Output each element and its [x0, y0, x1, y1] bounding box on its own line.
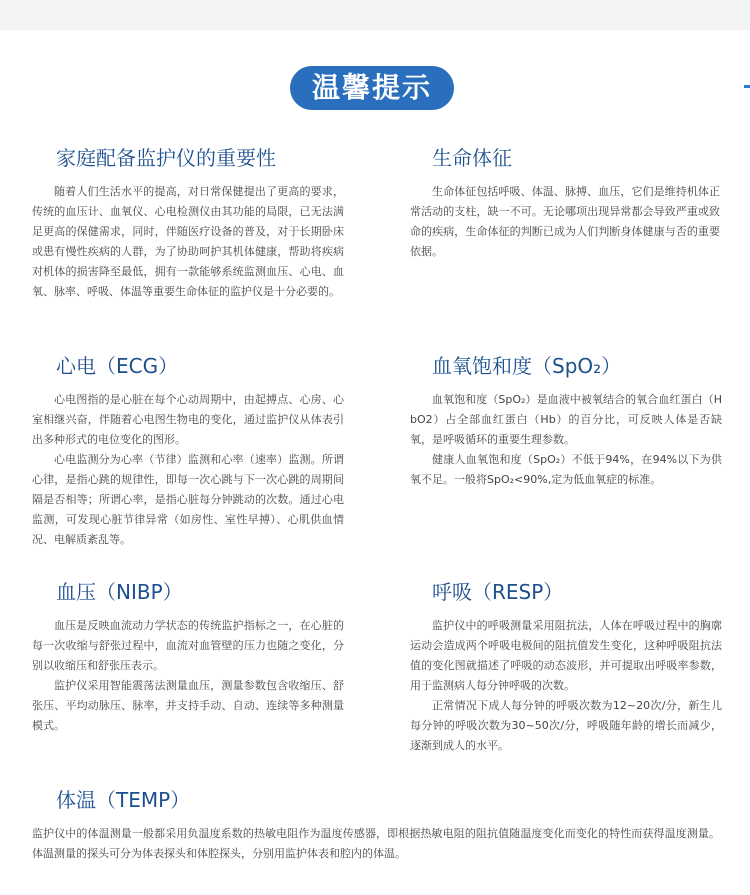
section-title: 呼吸（RESP）: [432, 580, 564, 604]
section-paragraph: 随着人们生活水平的提高，对日常保健提出了更高的要求，传统的血压计、血氧仪、心电检测仪由其功能的局限，已无法满足更高的保健需求，同时，伴随医疗设备的普及，对于长期卧床或患有慢性疾病的人群，为了协助呵护其机体健康，帮助将疾病对机体的损害降至最低，拥有一款能够系统监测血压、心电、血氧、脉率、呼吸、体温等重要生命体征的监护仪是十分必要的。: [32, 185, 344, 298]
section-title: 家庭配备监护仪的重要性: [56, 146, 276, 170]
section-vital-signs: [410, 146, 720, 262]
section-paragraph: 健康人血氧饱和度（SpO₂）不低于94%，在94%以下为供氧不足。一般将SpO₂<90%,定为低血氧症的标准。: [410, 453, 722, 486]
section-title: 心电（ECG）: [56, 354, 179, 378]
section-paragraph: 生命体征包括呼吸、体温、脉搏、血压，它们是维持机体正常活动的支柱，缺一不可。无论哪项出现异常都会导致严重或致命的疾病，生命体征的判断已成为人们判断身体健康与否的重要依据。: [410, 185, 720, 258]
section-resp: [410, 580, 722, 756]
section-paragraph: 心电图指的是心脏在每个心动周期中，由起搏点、心房、心室相继兴奋，伴随着心电图生物电的变化，通过监护仪从体表引出多种形式的电位变化的图形。: [32, 393, 344, 446]
section-paragraph: 血氧饱和度（SpO₂）是血液中被氧结合的氧合血红蛋白（HbO2）占全部血红蛋白（Hb）的百分比，可反映人体是否缺氧，是呼吸循环的重要生理参数。: [410, 393, 722, 446]
section-title: 体温（TEMP）: [56, 788, 191, 812]
section-ecg: [32, 354, 344, 550]
section-paragraph: 监护仪中的体温测量一般都采用负温度系数的热敏电阻作为温度传感器，即根据热敏电阻的阻抗值随温度变化而变化的特性而获得温度测量。体温测量的探头可分为体表探头和体腔探头，分别用监护体表和腔内的体温。: [32, 827, 720, 860]
section-paragraph: 监护仪中的呼吸测量采用阻抗法，人体在呼吸过程中的胸廓运动会造成两个呼吸电极间的阻抗值发生变化，这种呼吸阻抗法值的变化图就描述了呼吸的动态波形，并可提取出呼吸率参数，用于监测病人每分钟呼吸的次数。: [410, 619, 722, 692]
section-home-monitor: [32, 146, 344, 302]
section-title: 血氧饱和度（SpO₂）: [432, 354, 622, 378]
section-temp: [32, 788, 720, 864]
section-paragraph: 血压是反映血流动力学状态的传统监护指标之一，在心脏的每一次收缩与舒张过程中，血流对血管壁的压力也随之变化，分别以收缩压和舒张压表示。: [32, 619, 344, 672]
section-paragraph: 心电监测分为心率（节律）监测和心率（速率）监测。所谓心律，是指心跳的规律性，即每一次心跳与下一次心跳的周期间隔是否相等；所谓心率，是指心脏每分钟跳动的次数。通过心电监测，可发现心脏节律异常（如房性、室性早搏）、心肌供血情况、电解质紊乱等。: [32, 453, 344, 546]
top-strip: [0, 0, 750, 30]
section-paragraph: 正常情况下成人每分钟的呼吸次数为12~20次/分，新生儿每分钟的呼吸次数为30~50次/分，呼吸随年龄的增长而减少，逐渐到成人的水平。: [410, 699, 722, 752]
section-title: 生命体征: [432, 146, 512, 170]
section-nibp: [32, 580, 344, 736]
section-title: 血压（NIBP）: [56, 580, 183, 604]
banner-title: 温馨提示: [290, 66, 454, 110]
section-spo2: [410, 354, 722, 490]
section-paragraph: 监护仪采用智能震荡法测量血压，测量参数包含收缩压、舒张压、平均动脉压、脉率，并支持手动、自动、连续等多种测量模式。: [32, 679, 344, 732]
edge-accent-mark: [744, 85, 750, 88]
